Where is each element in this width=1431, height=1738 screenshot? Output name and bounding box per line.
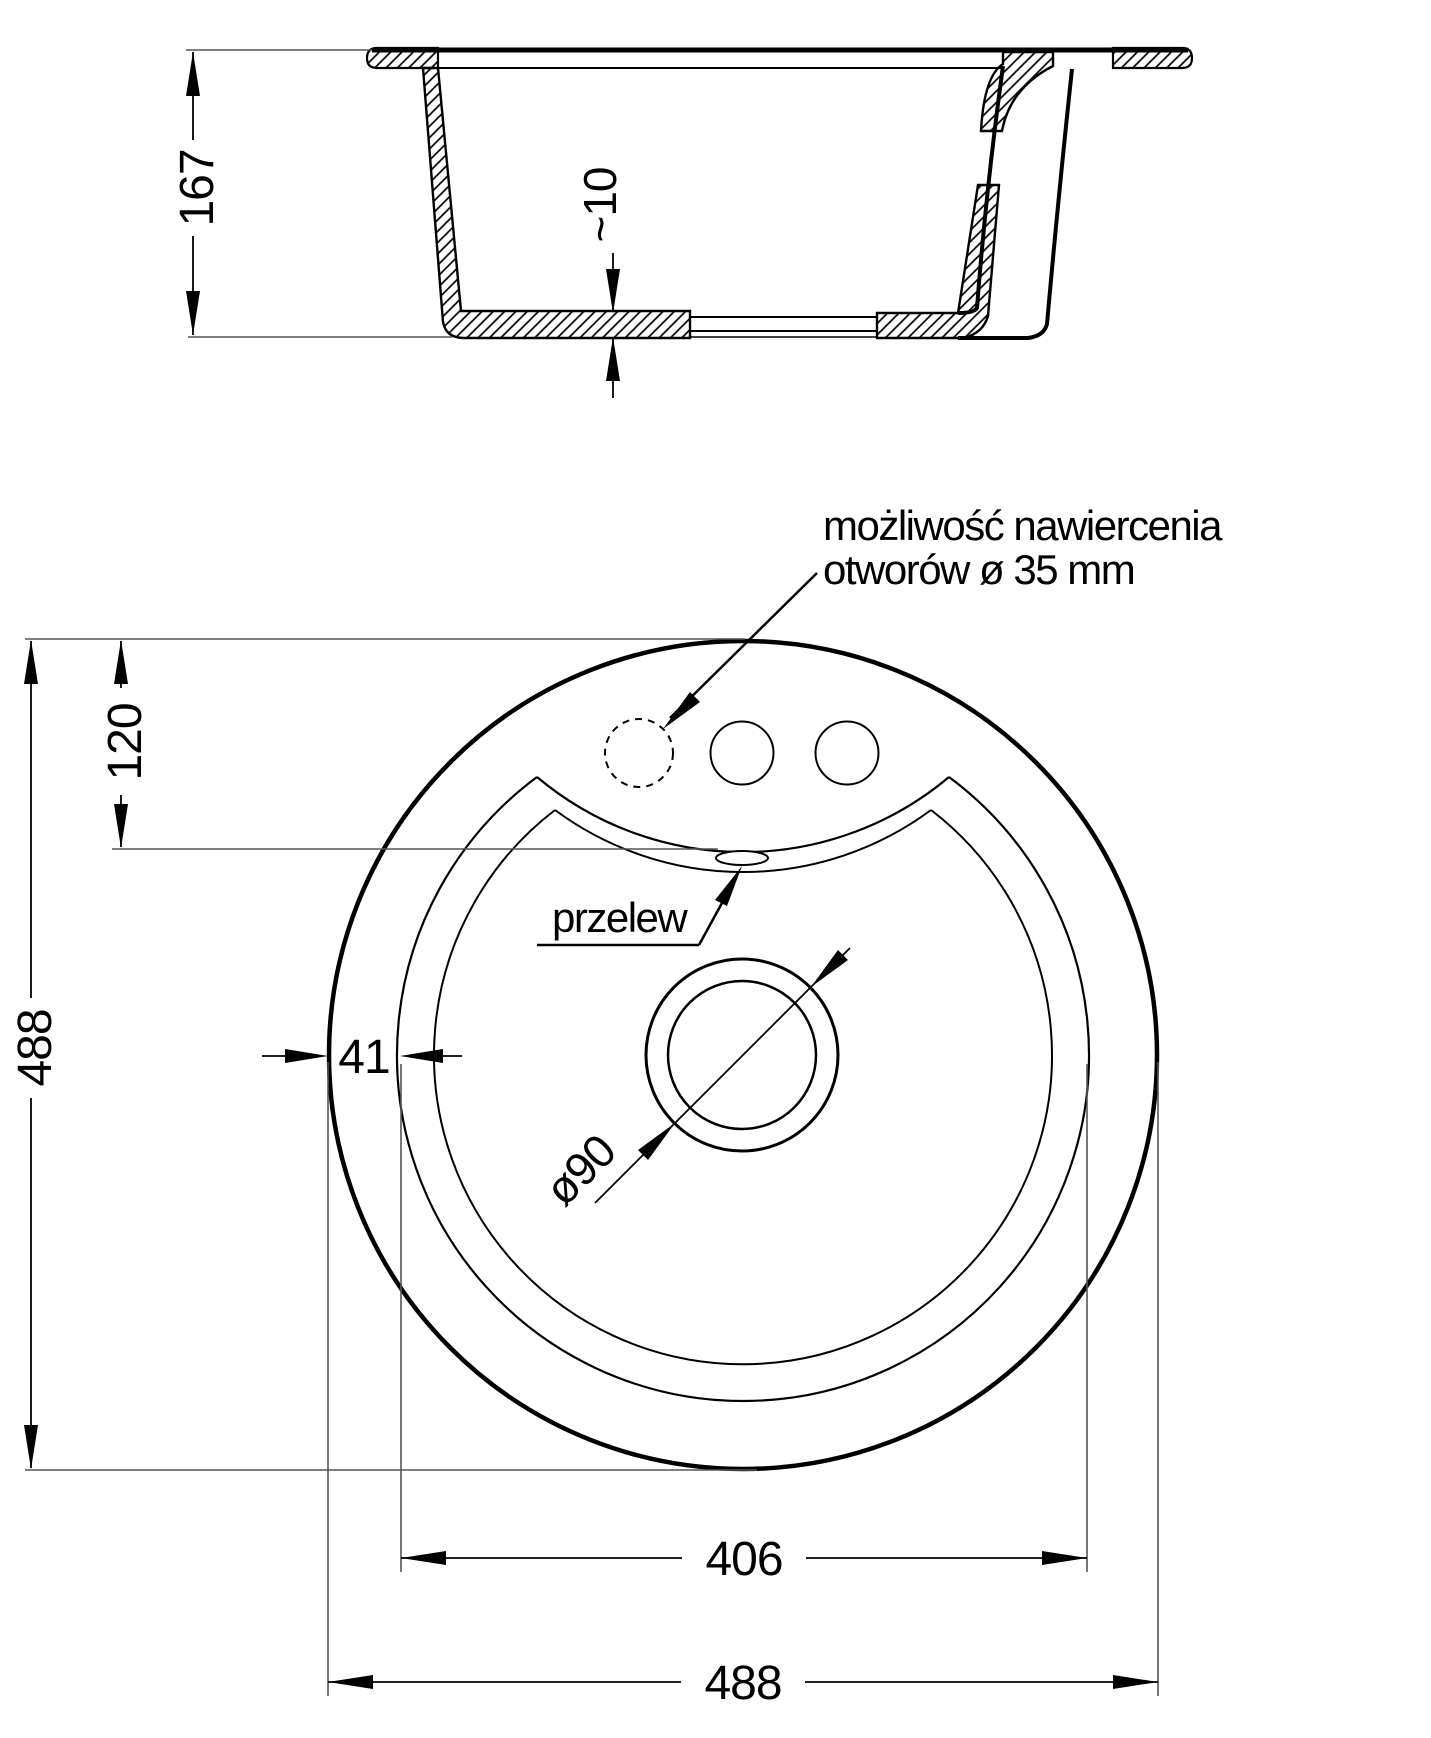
dim-total-height-label: 167: [170, 149, 224, 227]
dim-diameter-horizontal-label: 488: [704, 1656, 782, 1710]
drill-note-line2: otworów ø 35 mm: [823, 546, 1135, 593]
arrow-right-icon: [285, 1049, 328, 1063]
arrow-down-left-icon: [811, 950, 848, 987]
dim-drain-diameter: [535, 948, 850, 1215]
arrow-left-icon: [401, 1551, 446, 1565]
arrow-down-icon: [114, 804, 128, 848]
faucet-hole-optional-dashed: [605, 719, 673, 787]
bowl-outer-arc: [397, 777, 1089, 1401]
dim-bottom-thickness: [574, 167, 626, 398]
section-left-wall-floor: [423, 68, 690, 338]
arrow-down-icon: [606, 269, 620, 313]
arrow-down-icon: [186, 291, 200, 335]
section-view: [171, 48, 1192, 398]
dim-rim-width: [262, 1031, 462, 1084]
drill-note-line1: możliwość nawiercenia: [823, 502, 1221, 549]
arrow-right-icon: [1113, 1675, 1158, 1689]
overflow-callout: [537, 866, 742, 945]
dim-bowl-width: [401, 1533, 1087, 1586]
arrow-up-icon: [186, 52, 200, 96]
dim-ledge-offset: [99, 640, 152, 848]
dim-drain-diameter-label: ø90: [534, 1124, 626, 1216]
dim-rim-width-label: 41: [338, 1030, 390, 1084]
arrow-left-icon: [400, 1049, 443, 1063]
arrow-up-icon: [24, 640, 38, 684]
arrow-left-icon: [328, 1675, 373, 1689]
faucet-hole-right: [816, 722, 879, 785]
section-right-wall-upper: [981, 52, 1053, 131]
dim-diameter-vertical: [9, 640, 62, 1469]
overflow-label: przelew: [552, 894, 687, 941]
overflow-slot: [716, 851, 768, 865]
bowl-inner-arc: [434, 810, 1052, 1364]
faucet-hole-center: [711, 722, 774, 785]
dim-diameter-horizontal: [328, 1657, 1158, 1710]
section-right-rim: [1113, 48, 1192, 68]
arrow-up-icon: [114, 640, 128, 684]
top-view: [9, 502, 1223, 1710]
ledge-front-edge-outer: [537, 777, 949, 852]
arrow-up-icon: [606, 337, 620, 381]
dim-bowl-width-label: 406: [705, 1532, 783, 1586]
arrow-up-right-icon: [638, 1123, 675, 1160]
dim-bottom-thickness-label: ~10: [574, 167, 627, 243]
dim-ledge-offset-label: 120: [98, 703, 152, 781]
dim-total-height: [171, 50, 452, 337]
dim-diameter-vertical-label: 488: [8, 1009, 62, 1087]
arrow-down-left-icon: [663, 692, 700, 729]
arrow-down-icon: [24, 1425, 38, 1469]
arrow-right-icon: [1042, 1551, 1087, 1565]
section-left-rim: [367, 48, 438, 68]
